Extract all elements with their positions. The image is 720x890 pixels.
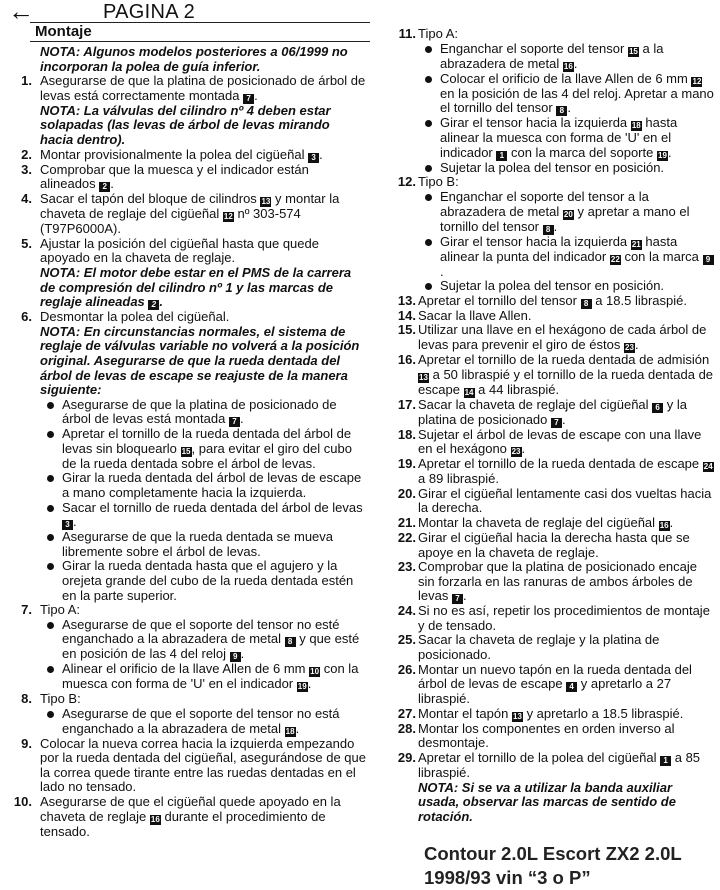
sub-steps [40, 618, 366, 693]
step-text: Comprobar que la muesca y el indicador están alineados 2 . [40, 161, 309, 192]
figure-callout: 21 [631, 239, 641, 249]
step-item [392, 309, 714, 324]
step-text: Sacar la chaveta de reglaje del cigüeñal 6 y la platina de posicionado 7 . [418, 396, 687, 427]
sub-step: Girar el tensor hacia la izquierda 18 hasta alinear la muesca con forma de 'U' en el indicador 1 con la marca del soporte 19. [440, 116, 714, 161]
figure-callout: 3 [308, 153, 319, 163]
step-number: 1. [21, 73, 32, 89]
step-item [392, 457, 714, 487]
figure-callout: 12 [223, 212, 233, 222]
step-item [392, 751, 714, 824]
step-text: Sujetar el árbol de levas de escape con una llave en el hexágono 23. [418, 426, 702, 457]
figure-callout: 7 [551, 418, 562, 428]
step-item [392, 294, 714, 309]
sub-step: Apretar el tornillo de la rueda dentada del árbol de levas sin bloquearlo 15, para evitar el giro del cubo de la rueda dentada sobre el árbol de levas. [62, 427, 366, 471]
figure-callout: 8 [556, 106, 567, 116]
sub-step: Asegurarse de que el soporte del tensor no está enganchado a la abrazadera de metal 18. [62, 707, 366, 737]
figure-callout: 7 [229, 417, 240, 427]
step-text: Desmontar la polea del cigüeñal. [40, 309, 230, 325]
sub-step: Girar la rueda dentada hasta que el agujero y la orejeta grande del cubo de la rueda dentada estén en la parte superior. [62, 559, 366, 603]
step-text: Utilizar una llave en el hexágono de cada árbol de levas para prevenir el giro de éstos 23. [418, 322, 707, 352]
step-number: 2. [21, 146, 32, 162]
step-text: Montar provisionalmente la polea del cigüeñal 3 . [40, 146, 323, 162]
vehicle-models: Contour 2.0L Escort ZX2 2.0L [424, 843, 682, 865]
step-item [392, 428, 714, 458]
sub-step: Sujetar la polea del tensor en posición. [440, 279, 714, 294]
step-number: 22. [397, 529, 416, 545]
figure-callout: 18 [631, 121, 641, 131]
figure-callout: 16 [659, 520, 669, 530]
left-column [14, 45, 366, 839]
step-text: Asegurarse de que la platina de posicionado de árbol de levas está correctamente montada 7 . [40, 73, 366, 103]
step-number: 5. [21, 235, 32, 251]
step-note: NOTA: El motor debe estar en el PMS de la carrera de compresión del cilindro nº 1 y las marcas de reglaje alineadas 2 . [40, 264, 352, 310]
step-note: NOTA: Si se va a utilizar la banda auxiliar usada, observar las marcas de sentido de rotación. [418, 779, 676, 824]
step-item [392, 531, 714, 560]
step-number: 7. [21, 602, 32, 618]
figure-callout: 24 [703, 462, 713, 472]
step-note: NOTA: La válvulas del cilindro nº 4 deben estar solapadas (las levas de árbol de levas mirando hacia dentro). [40, 102, 331, 147]
sub-steps [418, 190, 714, 294]
figure-callout: 9 [230, 652, 241, 662]
figure-callout: 8 [285, 637, 296, 647]
step-item [14, 148, 366, 163]
page-title: PAGINA 2 [103, 1, 196, 23]
step-item [392, 633, 714, 662]
step-number: 25. [397, 632, 416, 648]
sub-step: Enganchar el soporte del tensor a la abrazadera de metal 20 y apretar a mano el tornillo del tensor 8 . [440, 190, 714, 235]
step-text: Montar el tapón 13 y apretarlo a 18.5 libraspié. [418, 705, 684, 721]
sub-steps [40, 398, 366, 604]
page-header [8, 0, 372, 26]
step-item [14, 74, 366, 147]
step-text: Si no es así, repetir los procedimientos de montaje y de tensado. [418, 603, 710, 633]
step-text: Ajustar la posición del cigüeñal hasta que quede apoyado en la chaveta de reglaje. [40, 235, 319, 266]
step-text: Girar el cigüeñal hacia la derecha hasta que se apoye en la chaveta de reglaje. [418, 529, 690, 560]
step-item [392, 707, 714, 722]
figure-callout: 9 [703, 255, 714, 265]
step-number: 29. [397, 750, 416, 766]
step-note: NOTA: En circunstancias normales, el sistema de reglaje de válvulas variable no volverá a la posición original. Asegurarse de que la rueda dentada del árbol de levas de escape se reajuste de la manera siguiente: [40, 323, 360, 398]
figure-callout: 4 [566, 682, 577, 692]
step-number: 28. [397, 720, 416, 736]
step-text: Tipo B: [40, 691, 81, 707]
vehicle-info [392, 842, 714, 890]
figure-callout: 23 [511, 447, 521, 457]
figure-callout: 2 [148, 300, 159, 310]
right-column [392, 27, 714, 890]
step-text: Sacar la chaveta de reglaje y la platina de posicionado. [418, 632, 660, 663]
figure-callout: 6 [652, 403, 663, 413]
figure-callout: 20 [563, 209, 573, 219]
step-item [392, 175, 714, 293]
sub-step: Girar el tensor hacia la izquierda 21 hasta alinear la punta del indicador 22 con la marca 9. [440, 235, 714, 280]
step-item [392, 560, 714, 604]
figure-callout: 15 [181, 446, 191, 456]
step-number: 15. [397, 322, 416, 338]
sub-step: Asegurarse de que la platina de posicionado de árbol de levas está montada 7 . [62, 398, 366, 428]
figure-callout: 7 [243, 94, 254, 104]
step-number: 6. [21, 309, 32, 325]
figure-callout: 14 [464, 387, 474, 397]
step-item [14, 692, 366, 736]
sub-step: Enganchar el soporte del tensor 15 a la abrazadera de metal 16. [440, 42, 714, 72]
step-item [392, 27, 714, 175]
figure-callout: 19 [658, 150, 667, 160]
step-item [392, 604, 714, 633]
step-number: 14. [397, 307, 416, 323]
sub-step: Asegurarse de que la rueda dentada se mueva libremente sobre el árbol de levas. [62, 530, 366, 559]
step-number: 13. [397, 292, 416, 308]
figure-callout: 10 [310, 667, 320, 677]
step-text: Sacar la llave Allen. [418, 307, 532, 323]
step-number: 8. [21, 691, 32, 707]
figure-callout: 13 [261, 197, 271, 207]
figure-callout: 12 [692, 76, 702, 86]
step-text: Apretar el tornillo de la polea del cigüeñal 1 a 85 libraspié. [418, 750, 701, 781]
step-item [14, 163, 366, 193]
step-number: 20. [397, 485, 416, 501]
figure-callout: 22 [610, 254, 620, 264]
sub-step: Sacar el tornillo de rueda dentada del árbol de levas 3 . [62, 501, 366, 531]
step-text: Tipo A: [418, 26, 458, 41]
step-number: 21. [397, 514, 416, 530]
sub-step: Girar la rueda dentada del árbol de levas de escape a mano completamente hacia la izquierda. [62, 471, 366, 500]
section-title: Montaje [35, 23, 92, 40]
step-text: Sacar el tapón del bloque de cilindros 13 y montar la chaveta de reglaje del cigüeñal 12 nº 303-574 (T97P6000A). [40, 191, 340, 237]
figure-callout: 15 [628, 46, 638, 56]
step-number: 23. [397, 559, 416, 575]
step-text: Apretar el tornillo del tensor 8 a 18.5 libraspié. [418, 292, 687, 308]
step-number: 27. [397, 705, 416, 721]
step-item [14, 795, 366, 839]
step-text: Comprobar que la platina de posicionado encaje sin forzarla en las ranuras de ambos árboles de levas 7 . [418, 559, 697, 604]
step-number: 3. [21, 161, 32, 177]
step-text: Colocar la nueva correa hacia la izquierda empezando por la rueda dentada del cigüeñal, asegurándose de que la correa quede tirante entre las ruedas dentadas en el lado no tensado. [40, 735, 366, 795]
figure-callout: 13 [419, 372, 428, 382]
step-item [14, 310, 366, 603]
step-text: Montar un nuevo tapón en la rueda dentada del árbol de levas de escape 4 y apretarlo a 27 libraspié. [418, 661, 692, 707]
figure-callout: 16 [150, 814, 160, 824]
step-number: 19. [397, 456, 416, 472]
step-number: 12. [397, 174, 416, 190]
sub-step: Alinear el orificio de la llave Allen de 6 mm 10 con la muesca con forma de 'U' en el indicador 19. [62, 662, 366, 692]
step-item [392, 516, 714, 531]
figure-callout: 3 [62, 520, 73, 530]
figure-callout: 18 [285, 726, 295, 736]
step-number: 17. [397, 396, 416, 412]
step-text: Asegurarse de que el cigüeñal quede apoyado en la chaveta de reglaje 16 durante el procedimiento de tensado. [40, 793, 341, 839]
figure-callout: 7 [452, 594, 463, 604]
step-item [392, 323, 714, 353]
step-text: Tipo A: [40, 602, 80, 618]
vehicle-year-vin: 1998/93 vin “3 o P” [424, 867, 591, 889]
figure-callout: 8 [543, 225, 554, 235]
sub-steps [40, 707, 366, 737]
figure-callout: 16 [563, 61, 573, 71]
figure-callout: 19 [297, 682, 307, 692]
sub-step: Colocar el orificio de la llave Allen de 6 mm 12 en la posición de las 4 del reloj. Apretar a mano el tornillo del tensor 8 . [440, 70, 714, 116]
step-item [14, 192, 366, 237]
step-number: 9. [21, 735, 32, 751]
sub-step: Sujetar la polea del tensor en posición. [440, 161, 714, 176]
step-item [392, 663, 714, 707]
step-text: Montar los componentes en orden inverso al desmontaje. [418, 720, 675, 751]
figure-callout: 13 [513, 711, 522, 721]
figure-callout: 1 [660, 756, 671, 766]
step-number: 26. [397, 661, 416, 677]
step-item [14, 237, 366, 310]
step-text: Tipo B: [418, 174, 459, 190]
sub-steps [418, 42, 714, 176]
step-item [14, 737, 366, 795]
step-number: 4. [21, 191, 32, 207]
figure-callout: 8 [581, 299, 592, 309]
step-item [392, 398, 714, 428]
figure-callout: 2 [99, 182, 110, 192]
step-number: 11. [398, 26, 416, 41]
divider [30, 41, 370, 42]
figure-callout: 1 [496, 151, 507, 161]
sub-step: Asegurarse de que el soporte del tensor no esté enganchado a la abrazadera de metal 8 y que esté en posición de las 4 del reloj 9 . [62, 618, 366, 663]
step-item [392, 353, 714, 398]
step-item [392, 722, 714, 751]
step-number: 24. [397, 603, 416, 619]
step-number: 16. [397, 351, 416, 367]
step-number: 10. [13, 793, 32, 809]
figure-callout: 23 [625, 342, 634, 352]
step-number: 18. [397, 426, 416, 442]
intro-note: NOTA: Algunos modelos posteriores a 06/1999 no incorporan la polea de guía inferior. [40, 44, 348, 74]
step-text: Montar la chaveta de reglaje del cigüeñal 16. [418, 514, 674, 530]
step-text: Girar el cigüeñal lentamente casi dos vueltas hacia la derecha. [418, 485, 712, 516]
step-text: Apretar el tornillo de la rueda dentada de escape 24 a 89 libraspié. [418, 456, 713, 487]
step-item [14, 603, 366, 692]
step-item [392, 487, 714, 516]
step-text: Apretar el tornillo de la rueda dentada de admisión 13 a 50 libraspié y el tornillo de la rueda dentada de escape 14 a 44 libraspié. [418, 351, 714, 397]
back-arrow-icon[interactable]: ← [8, 0, 34, 26]
